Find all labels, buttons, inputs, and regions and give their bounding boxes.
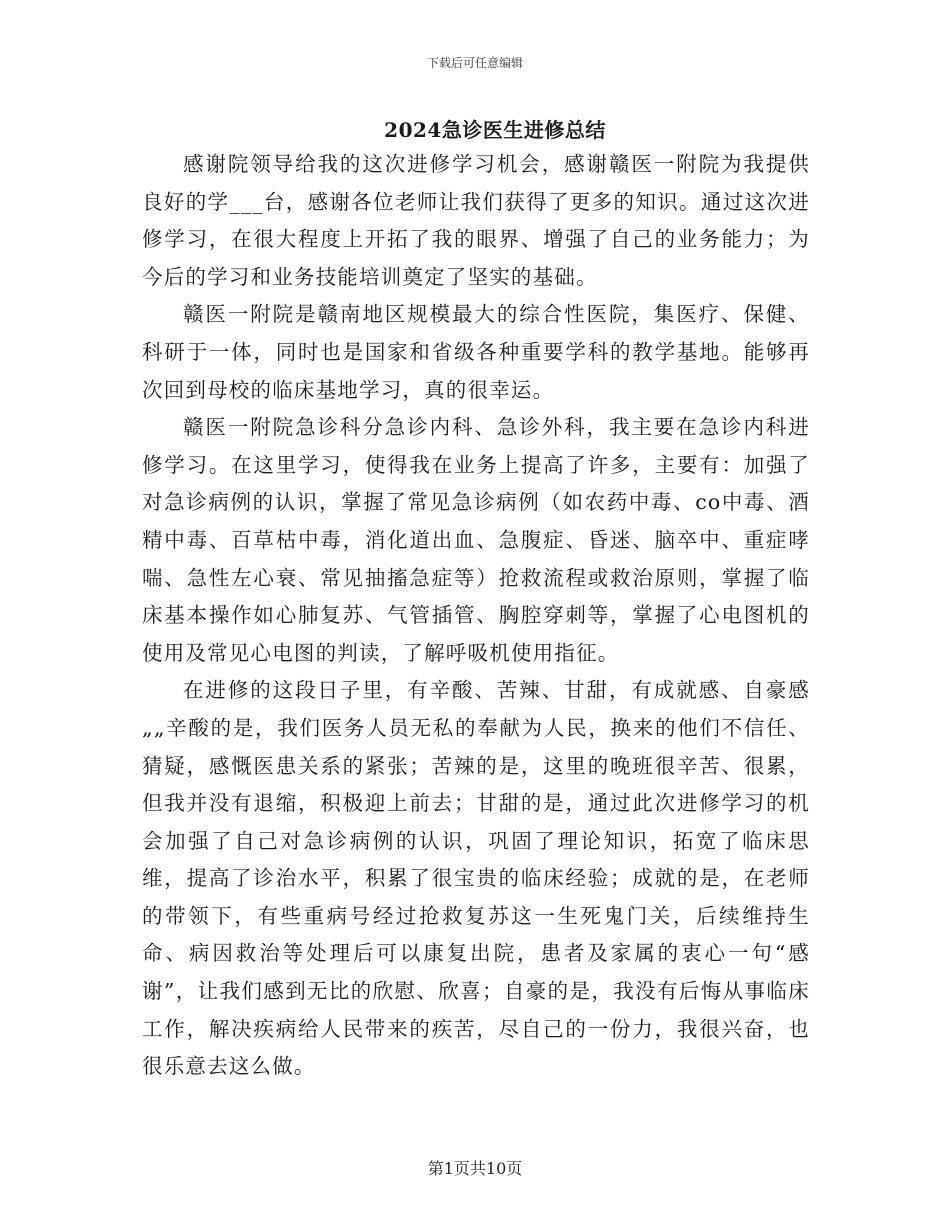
header-note: 下载后可任意编辑 <box>426 56 523 70</box>
paragraph: 在进修的这段日子里，有辛酸、苦辣、甘甜，有成就感、自豪感„„辛酸的是，我们医务人员无私的奉献为人民，换来的他们不信任、猜疑，感慨医患关系的紧张；苦辣的是，这里的晚班很辛苦、很累，但我并没有退缩，积极迎上前去；甘甜的是，通过此次进修学习的机会加强了自己对急诊病例的认识，巩固了理论知识，拓宽了临床思维，提高了诊治水平，积累了很宝贵的临床经验；成就的是，在老师的带领下，有些重病号经过抢救复苏这一生死鬼门关，后续维持生命、病因救治等处理后可以康复出院，患者及家属的衷心一句“感谢”，让我们感到无比的欣慰、欣喜；自豪的是，我没有后悔从事临床工作，解决疾病给人民带来的疾苦，尽自己的一份力，我很兴奋，也很乐意去这么做。 <box>142 678 810 1079</box>
paragraph: 赣医一附院是赣南地区规模最大的综合性医院，集医疗、保健、科研于一体，同时也是国家和省级各种重要学科的教学基地。能够再次回到母校的临床基地学习，真的很幸运。 <box>142 302 810 402</box>
page-number-footer: 第1页共10页 <box>427 1159 523 1178</box>
document-body <box>142 146 810 1086</box>
paragraph: 赣医一附院急诊科分急诊内科、急诊外科，我主要在急诊内科进修学习。在这里学习，使得我在业务上提高了许多，主要有：加强了对急诊病例的认识，掌握了常见急诊病例（如农药中毒、co中毒、酒精中毒、百草枯中毒，消化道出血、急腹症、昏迷、脑卒中、重症哮喘、急性左心衰、常见抽搐急症等）抢救流程或救治原则，掌握了临床基本操作如心肺复苏、气管插管、胸腔穿刺等，掌握了心电图机的使用及常见心电图的判读，了解呼吸机使用指征。 <box>142 415 810 665</box>
document-title: 2024急诊医生进修总结 <box>384 118 606 142</box>
paragraph: 感谢院领导给我的这次进修学习机会，感谢赣医一附院为我提供良好的学___台，感谢各位老师让我们获得了更多的知识。通过这次进修学习，在很大程度上开拓了我的眼界、增强了自己的业务能力；为今后的学习和业务技能培训奠定了坚实的基础。 <box>142 152 810 289</box>
